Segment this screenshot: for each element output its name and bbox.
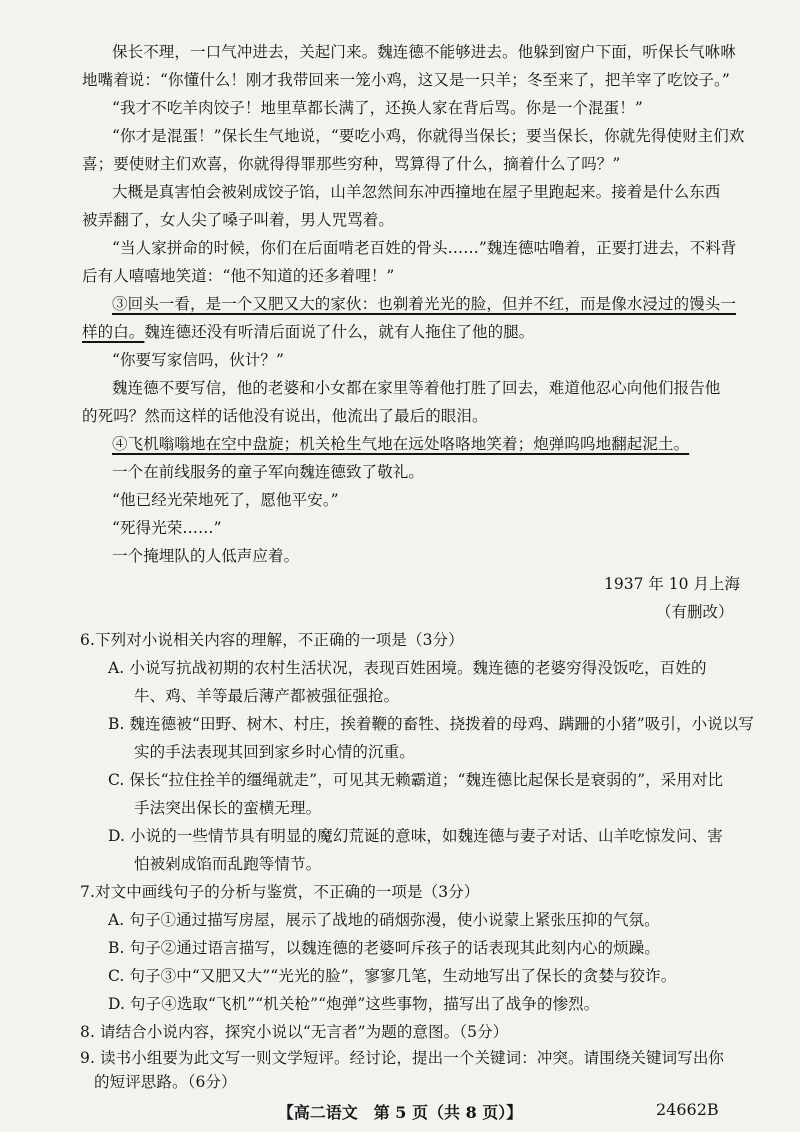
- story-line: 一个在前线服务的童子军向魏连德致了敬礼。: [112, 463, 425, 481]
- story-line: 的死吗？然而这样的话他没有说出，他流出了最后的眼泪。: [82, 407, 488, 425]
- story-line: “当人家拼命的时候，你们在后面啃老百姓的骨头……”魏连德咕噜着，正要打进去，不料背: [112, 239, 737, 257]
- story-note: （有删改）: [656, 603, 734, 621]
- story-text: 魏连德还没有听清后面说了什么，就有人拖住了他的腿。: [144, 323, 535, 341]
- story-line: 魏连德不要写信，他的老婆和小女都在家里等着他打胜了回去，难道他忍心向他们报告他: [112, 379, 721, 397]
- story-line: [82, 322, 742, 342]
- question-6-option-c-cont: 手法突出保长的蛮横无理。: [134, 799, 322, 817]
- question-7-stem: 7.对文中画线句子的分析与鉴赏，不正确的一项是（3分）: [80, 883, 480, 901]
- story-line: “他已经光荣地死了，愿他平安。”: [112, 491, 339, 509]
- underlined-sentence-3: ③回头一看，是一个又肥又大的家伙：也剃着光光的脸，但并不红，而是像水浸过的馒头一: [112, 295, 737, 313]
- story-line: “死得光荣……”: [112, 519, 222, 537]
- question-6-stem: 6.下列对小说相关内容的理解，不正确的一项是（3分）: [80, 631, 464, 649]
- story-line: 被弄翻了，女人尖了嗓子叫着，男人咒骂着。: [82, 211, 395, 229]
- exam-code: 24662B: [656, 1100, 719, 1119]
- question-7-option-d: D. 句子④选取“飞机”“机关枪”“炮弹”这些事物，描写出了战争的惨烈。: [108, 995, 600, 1013]
- question-6-option-b-cont: 实的手法表现其回到家乡时心情的沉重。: [134, 743, 415, 761]
- story-line: “你要写家信吗，伙计？”: [112, 351, 285, 369]
- question-6-option-d-cont: 怕被剁成馅而乱跑等情节。: [134, 855, 322, 873]
- question-9-cont: 的短评思路。（6分）: [94, 1073, 237, 1091]
- question-8: 8. 请结合小说内容，探究小说以“无言者”为题的意图。（5分）: [80, 1023, 509, 1041]
- question-7-option-b: B. 句子②通过语言描写，以魏连德的老婆呵斥孩子的话表现其此刻内心的烦躁。: [108, 939, 660, 957]
- story-line: 保长不理，一口气冲进去，关起门来。魏连德不能够进去。他躲到窗户下面，听保长气咻咻: [112, 43, 737, 61]
- story-line: 喜；要使财主们欢喜，你就得得罪那些穷种，骂算得了什么，摘着什么了吗？”: [82, 155, 621, 173]
- question-6-option-a: A. 小说写抗战初期的农村生活状况，表现百姓困境。魏连德的老婆穷得没饭吃，百姓的: [108, 659, 707, 677]
- story-line: 大概是真害怕会被剁成饺子馅，山羊忽然间东冲西撞地在屋子里跑起来。接着是什么东西: [112, 183, 721, 201]
- underlined-sentence-3-end: 样的白。: [82, 323, 145, 341]
- question-7-option-a: A. 句子①通过描写房屋，展示了战地的硝烟弥漫，使小说蒙上紧张压抑的气氛。: [108, 911, 660, 929]
- story-line: 地嘴着说：“你懂什么！刚才我带回来一笼小鸡，这又是一只羊；冬至来了，把羊宰了吃饺子。”: [82, 71, 730, 89]
- story-date: 1937 年 10 月上海: [604, 575, 740, 593]
- question-6-option-d: D. 小说的一些情节具有明显的魔幻荒诞的意味，如魏连德与妻子对话、山羊吃惊发问、害: [108, 827, 723, 845]
- story-line: 后有人嘻嘻地笑道：“他不知道的还多着哩！”: [82, 267, 395, 285]
- question-6-option-c: C. 保长“拉住拴羊的缰绳就走”，可见其无赖霸道；“魏连德比起保长是衰弱的”，采用对比: [108, 771, 724, 789]
- question-9: 9. 读书小组要为此文写一则文学短评。经讨论，提出一个关键词：冲突。请围绕关键词写出你: [80, 1049, 725, 1067]
- question-6-option-b: B. 魏连德被“田野、树木、村庄，挨着鞭的畜牲、挠拨着的母鸡、蹒跚的小猪”吸引，小说以写: [108, 715, 754, 733]
- question-6-option-a-cont: 牛、鸡、羊等最后薄产都被强征强抢。: [134, 687, 400, 705]
- page-footer: 【高二语文 第 5 页（共 8 页）】: [277, 1103, 523, 1122]
- question-7-option-c: C. 句子③中“又肥又大”“光光的脸”，寥寥几笔，生动地写出了保长的贪婪与狡诈。: [108, 967, 677, 985]
- story-line: “你才是混蛋！”保长生气地说，“要吃小鸡，你就得当保长；要当保长，你就先得使财主们欢: [112, 127, 745, 145]
- underlined-sentence-4: ④飞机嗡嗡地在空中盘旋；机关枪生气地在远处咯咯地笑着；炮弹呜呜地翻起泥土。: [112, 435, 690, 453]
- story-line: 一个掩埋队的人低声应着。: [112, 547, 300, 565]
- story-line: “我才不吃羊肉饺子！地里草都长满了，还换人家在背后骂。你是一个混蛋！”: [112, 99, 643, 117]
